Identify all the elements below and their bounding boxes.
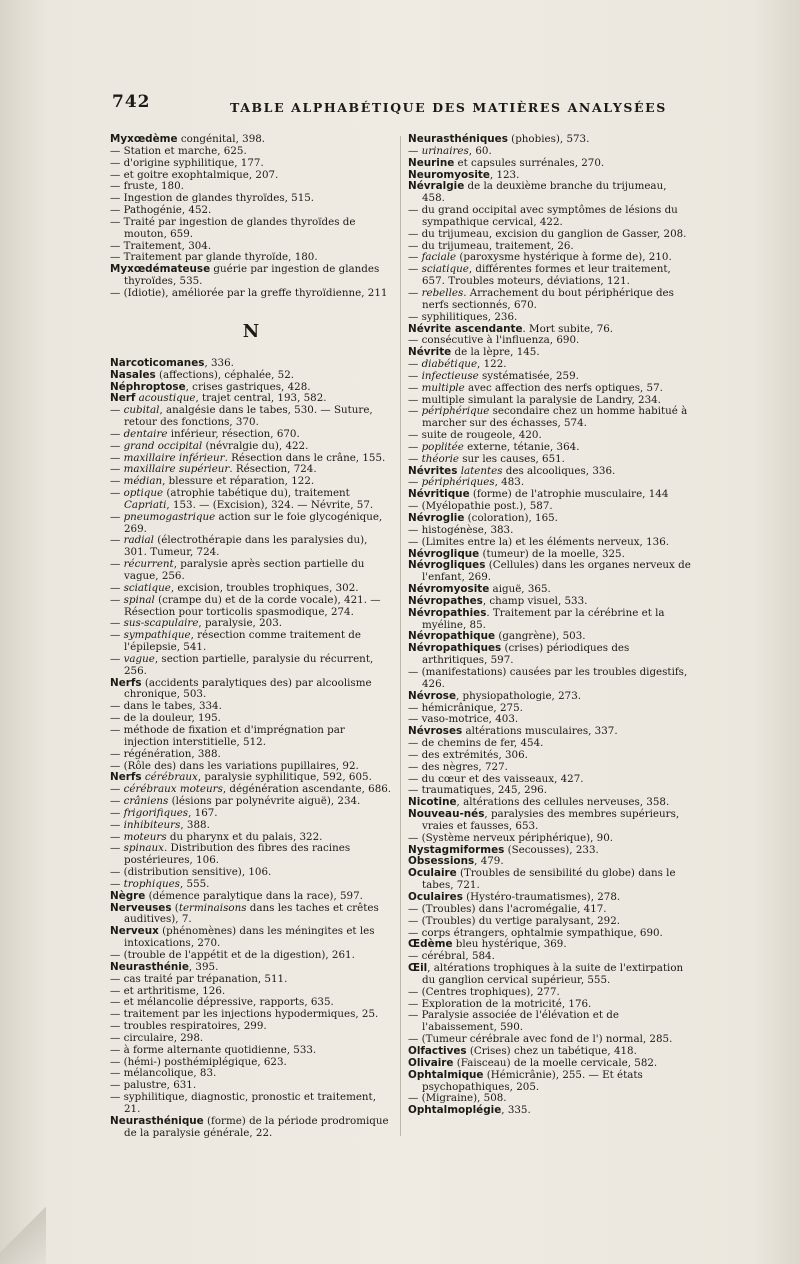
entry-text: — [110, 439, 124, 452]
entry-text: — [110, 581, 124, 594]
entry-text: , paralysies des membres supérieurs, vraies et fausses, 653. [422, 808, 680, 832]
entry-text: — [110, 475, 124, 488]
entry-headword: Névralgie [408, 180, 465, 193]
entry-text: — syphilitiques, 236. [408, 310, 518, 323]
entry-text: , 123. [489, 168, 520, 181]
myxoedeme-entries [110, 134, 392, 300]
index-entry [408, 264, 692, 288]
entry-text: — [110, 558, 124, 571]
entry-text: — (distribution sensitive), 106. [110, 866, 272, 879]
entry-italic-text: acoustique [138, 392, 196, 405]
entry-text: avec affection des nerfs optiques, 57. [464, 381, 663, 394]
entry-text: — [408, 286, 422, 299]
entry-italic-text: optique [123, 487, 164, 500]
entry-italic-text: cubital [123, 404, 160, 417]
entry-text: — [110, 487, 124, 500]
entry-text: — hémicrânique, 275. [408, 701, 523, 714]
entry-text: — de la douleur, 195. [110, 712, 221, 725]
page-header [112, 92, 712, 122]
entry-text: inférieur, résection, 670. [167, 427, 300, 440]
index-entry [408, 809, 692, 833]
entry-text: — [408, 476, 422, 489]
entry-headword: Nerveux [110, 925, 159, 938]
entry-text: , 555. [179, 877, 210, 890]
index-entry [110, 843, 392, 867]
entry-text: — Traitement par glande thyroïde, 180. [110, 251, 318, 264]
entry-headword: Névrites [408, 464, 458, 477]
entry-italic-text: pneumogastrique [123, 510, 216, 523]
entry-text: , 483. [494, 476, 525, 489]
entry-text: — dans le tabes, 334. [110, 700, 222, 713]
entry-text: — [110, 404, 124, 417]
entry-text: , 395. [188, 960, 219, 973]
entry-italic-text: infectieuse [421, 369, 479, 382]
entry-text: — suite de rougeole, 420. [408, 429, 542, 442]
entry-text: bleu hystérique, 369. [452, 938, 567, 951]
entry-italic-text: multiple [421, 381, 465, 394]
entry-text: — et mélancolie dépressive, rapports, 635. [110, 996, 334, 1009]
entry-text: de la deuxième branche du trijumeau, 458. [422, 180, 667, 205]
index-entry [110, 678, 392, 702]
index-entry [408, 963, 692, 987]
entry-italic-text: moteurs [123, 830, 167, 843]
entry-text: (gangrène), 503. [495, 630, 586, 643]
entry-italic-text: maxillaire inférieur [123, 451, 225, 464]
entry-text: — Paralysie associée de l'élévation et de l'abaissement, 590. [408, 1009, 619, 1034]
entry-text: — cas traité par trépanation, 511. [110, 972, 288, 985]
entry-text: — mélancolique, 83. [110, 1067, 217, 1080]
entry-text: — consécutive à l'influenza, 690. [408, 334, 580, 347]
entry-text: des alcooliques, 336. [502, 464, 616, 477]
n-entries [110, 358, 392, 1140]
entry-text: (Secousses), 233. [504, 843, 599, 856]
entry-italic-text: maxillaire supérieur [123, 463, 230, 476]
index-entry [110, 595, 392, 619]
entry-text: — Pathogénie, 452. [110, 204, 212, 217]
entry-text: — [110, 806, 124, 819]
entry-text: , 335. [501, 1104, 531, 1117]
entry-text: — [110, 617, 124, 630]
entry-text: — [110, 877, 124, 890]
entry-text: — (Système nerveux périphérique), 90. [408, 831, 614, 844]
entry-text: secondaire chez un homme habitué à marcher sur des échasses, 574. [422, 405, 688, 430]
entry-text: (lésions par polynévrite aiguë), 234. [168, 795, 361, 808]
entry-italic-text: sus-scapulaire [123, 617, 199, 630]
entry-text: (atrophie tabétique du), traitement [163, 487, 350, 500]
entry-text: (Crises) chez un tabétique, 418. [466, 1044, 637, 1057]
section-letter: N [242, 320, 260, 342]
entry-italic-text: Capriati [124, 498, 167, 511]
right-column [408, 134, 692, 1117]
entry-text: (forme) de l'atrophie musculaire, 144 [469, 488, 669, 501]
index-entry [110, 1116, 392, 1140]
entry-headword: Olfactives [408, 1044, 467, 1057]
entry-text: — [110, 510, 124, 523]
entry-text: (Hémicrânie), 255. — Et états psychopathiques, 205. [422, 1068, 643, 1093]
entry-italic-text: latentes [460, 464, 503, 477]
entry-text: — traitement par les injections hypodermiques, 25. [110, 1008, 379, 1021]
entry-italic-text: récurrent [123, 558, 174, 571]
entry-text: , paralysie après section partielle du vague, 256. [124, 558, 365, 582]
entry-text: — [110, 783, 124, 796]
entry-headword: Nerveuses [110, 901, 172, 914]
entry-text: — (manifestations) causées par les troubles digestifs, 426. [408, 665, 688, 690]
index-entry [408, 1070, 692, 1094]
entry-text: — des nègres, 727. [408, 760, 508, 773]
entry-text: (Hystéro-traumatismes), 278. [462, 891, 621, 903]
entry-text: — [408, 263, 422, 276]
entry-italic-text: faciale [421, 251, 457, 264]
entry-italic-text: radial [123, 534, 154, 547]
entry-italic-text: cérébraux moteurs [123, 783, 223, 796]
entry-headword: Myxœdémateuse [110, 263, 211, 276]
entry-headword: Névroglie [408, 512, 465, 524]
entry-headword: Névrite [408, 346, 452, 359]
entry-italic-text: rebelles [421, 286, 464, 299]
entry-italic-text: cérébraux [144, 771, 198, 784]
entry-text: — histogénèse, 383. [408, 523, 514, 536]
entry-text: . Traitement par la cérébrine et la myéline, 85. [422, 606, 665, 631]
entry-text: . Arrachement du bout périphérique des nerfs sectionnés, 670. [422, 286, 674, 311]
entry-italic-text: poplitée [421, 440, 464, 453]
entry-italic-text: urinaires [421, 144, 469, 157]
entry-text: externe, tétanie, 364. [463, 440, 580, 453]
index-entry [408, 288, 692, 312]
entry-text: (Faisceau) de la moelle cervicale, 582. [453, 1056, 658, 1069]
entry-text: (affections), céphalée, 52. [155, 368, 295, 381]
index-entry [110, 535, 392, 559]
index-entry [110, 903, 392, 927]
entry-text: du pharynx et du palais, 322. [166, 830, 323, 843]
entry-text: (démence paralytique dans la race), 597. [145, 889, 363, 902]
entry-headword: Névropathes [408, 594, 483, 607]
entry-text: — cérébral, 584. [408, 950, 495, 963]
entry-text: guérie par ingestion de glandes thyroïdes, 535. [124, 263, 380, 288]
index-entry [110, 630, 392, 654]
entry-headword: Ophtalmoplégie [408, 1104, 502, 1117]
entry-headword: Nerf [110, 392, 136, 405]
entry-text: — [408, 440, 422, 453]
entry-italic-text: théorie [421, 452, 459, 465]
entry-text: (Cellules) dans les organes nerveux de l'enfant, 269. [422, 559, 691, 584]
index-entry [408, 205, 692, 229]
entry-text: (électrothérapie dans les paralysies du), 301. Tumeur, 724. [124, 534, 368, 559]
entry-text: , 167. [188, 806, 218, 819]
entry-text: (crampe du) et de la corde vocale), 421. — Résection pour torticolis spasmodique, 274. [124, 593, 381, 618]
entry-text: — (Centres trophiques), 277. [408, 985, 560, 998]
entry-text: , dégénération ascendante, 686. [222, 783, 392, 796]
entry-text: — [408, 381, 422, 394]
entry-text: — régénération, 388. [110, 747, 221, 760]
entry-text: — (Tumeur cérébrale avec fond de l') normal, 285. [408, 1033, 673, 1046]
entry-italic-text: vague [123, 652, 155, 665]
entry-text: et capsules surrénales, 270. [454, 156, 605, 169]
entry-italic-text: périphérique [421, 405, 490, 418]
entry-text: , champ visuel, 533. [482, 594, 588, 607]
entry-text: — [110, 842, 124, 855]
entry-headword: Nicotine [408, 796, 457, 809]
entry-text: — corps étrangers, ophtalmie sympathique, 690. [408, 926, 663, 939]
index-entry [408, 608, 692, 632]
entry-headword: Névromyosite [408, 583, 490, 596]
entry-text: (phobies), 573. [507, 133, 590, 145]
entry-text: — (Troubles) du vertige paralysant, 292. [408, 914, 621, 927]
entry-text: — (Troubles) dans l'acromégalie, 417. [408, 902, 607, 915]
entry-headword: Œdème [408, 938, 453, 951]
entry-text: (névralgie du), 422. [202, 439, 309, 452]
entry-text: , blessure et réparation, 122. [162, 475, 315, 488]
entry-headword: Ophtalmique [408, 1068, 484, 1081]
entry-headword: Névropathique [408, 630, 496, 643]
index-entry [408, 560, 692, 584]
entry-headword: Obsessions [408, 855, 475, 868]
index-entry [408, 406, 692, 430]
entry-italic-text: frigorifiques [123, 806, 189, 819]
entry-text: , 336. [204, 356, 234, 369]
entry-text: , 122. [477, 358, 507, 371]
entry-headword: Névritique [408, 488, 470, 501]
entry-italic-text: diabétique [421, 358, 478, 371]
entry-headword: Névrogliques [408, 559, 486, 572]
entry-text: — [110, 451, 124, 464]
index-entry [110, 488, 392, 512]
entry-text: , paralysie, 203. [198, 617, 283, 630]
index-entry [408, 643, 692, 667]
entry-italic-text: sympathique [123, 629, 191, 642]
entry-text: — syphilitique, diagnostic, pronostic et traitement, 21. [110, 1091, 376, 1115]
entry-text: , altérations des cellules nerveuses, 358. [456, 796, 670, 809]
entry-text: — du cœur et des vaisseaux, 427. [408, 772, 584, 785]
entry-headword: Œil [408, 962, 428, 975]
entry-text: — (Myélopathie post.), 587. [408, 500, 553, 513]
entry-headword: Neurasthéniques [408, 133, 508, 145]
entry-headword: Olivaire [408, 1056, 454, 1069]
entry-text: , crises gastriques, 428. [185, 380, 311, 393]
entry-text: — [408, 144, 422, 157]
index-entry [110, 654, 392, 678]
entry-text: — Ingestion de glandes thyroïdes, 515. [110, 192, 315, 205]
entry-text: — fruste, 180. [110, 180, 184, 193]
index-entry [408, 667, 692, 691]
entry-italic-text: périphériques [421, 476, 495, 489]
entry-text: , trajet central, 193, 582. [195, 392, 327, 405]
entry-text: — [408, 369, 422, 382]
entry-text: (crises) périodiques des arthritiques, 597. [422, 642, 630, 667]
entry-text: , 479. [474, 855, 504, 868]
entry-text: (paroxysme hystérique à forme de), 210. [456, 251, 672, 264]
entry-text: (Troubles de sensibilité du globe) dans le tabes, 721. [422, 867, 676, 892]
left-column [110, 134, 392, 1140]
entry-text: — vaso-motrice, 403. [408, 713, 519, 726]
entry-text: — [408, 405, 422, 418]
entry-text: — [110, 629, 124, 642]
entry-italic-text: médian [123, 475, 163, 488]
entry-text: , physiopathologie, 273. [456, 689, 582, 702]
entry-text: aiguë, 365. [489, 583, 551, 596]
entry-headword: Nerfs [110, 676, 142, 689]
column-divider [400, 136, 401, 1136]
index-entry [110, 264, 392, 288]
entry-text: , altérations trophiques à la suite de l'extirpation du ganglion cervical supérieur, 555. [422, 962, 684, 986]
entry-text: — du trijumeau, excision du ganglion de Gasser, 208. [408, 227, 687, 240]
entry-text: — [110, 534, 124, 547]
page-curl [0, 1194, 46, 1264]
entry-text: . Résection, 724. [229, 463, 317, 476]
entry-text: congénital, 398. [177, 133, 266, 145]
entry-text: , 60. [468, 144, 492, 157]
index-entry [110, 288, 392, 300]
index-entry [110, 1092, 392, 1116]
entry-headword: Neurasthénique [110, 1114, 204, 1127]
entry-text: — (Migraine), 508. [408, 1092, 507, 1105]
entry-italic-text: grand occipital [123, 439, 203, 452]
entry-text: — circulaire, 298. [110, 1031, 204, 1044]
entry-text: , section partielle, paralysie du récurrent, 256. [124, 652, 374, 677]
entry-italic-text: terminaisons [178, 901, 247, 914]
entry-text: — [110, 593, 124, 606]
entry-text: — (Rôle des) dans les variations pupillaires, 92. [110, 759, 359, 772]
index-entry [110, 926, 392, 950]
entry-text: — à forme alternante quotidienne, 533. [110, 1043, 317, 1056]
entry-text: — du grand occipital avec symptômes de lésions du sympathique cervical, 422. [408, 204, 678, 228]
entry-text: — [408, 358, 422, 371]
entry-headword: Néphroptose [110, 380, 186, 393]
entry-headword: Nystagmiformes [408, 843, 505, 856]
entry-text: — [408, 251, 422, 264]
entry-text: — des extrémités, 306. [408, 748, 528, 761]
index-entry [110, 512, 392, 536]
entry-headword: Nerfs [110, 771, 142, 784]
entry-text: — (trouble de l'appétit et de la digestion), 261. [110, 949, 355, 961]
entry-headword: Narcoticomanes [110, 356, 205, 369]
entry-headword: Névroses [408, 725, 463, 738]
entry-headword: Myxœdème [110, 133, 178, 145]
entry-text: — Traité par ingestion de glandes thyroïdes de mouton, 659. [110, 215, 356, 240]
entry-headword: Nouveau-nés [408, 808, 485, 821]
entry-text: (coloration), 165. [464, 512, 558, 524]
entry-text: dans les taches et crêtes auditives), 7. [124, 901, 379, 926]
entry-text: — Exploration de la motricité, 176. [408, 997, 592, 1010]
entry-headword: Neurine [408, 156, 455, 169]
entry-text: — troubles respiratoires, 299. [110, 1020, 267, 1033]
entry-italic-text: dentaire [123, 427, 168, 440]
entry-headword: Nasales [110, 368, 156, 381]
entry-headword: Névrose [408, 689, 457, 702]
entry-text: — du trijumeau, traitement, 26. [408, 239, 574, 252]
entry-text: , analgésie dans le tabes, 530. — Suture, retour des fonctions, 370. [124, 404, 373, 429]
entry-text: — de chemins de fer, 454. [408, 737, 544, 750]
entry-italic-text: spinaux [123, 842, 164, 855]
entry-text: — [110, 830, 124, 843]
entry-text: — Station et marche, 625. [110, 144, 247, 157]
entry-text: — méthode de fixation et d'imprégnation par injection interstitielle, 512. [110, 723, 345, 748]
index-entry [408, 181, 692, 205]
entry-text: (tumeur) de la moelle, 325. [479, 547, 625, 560]
entry-text: — [110, 795, 124, 808]
index-entry [110, 217, 392, 241]
index-entry [110, 725, 392, 749]
entry-text: — [110, 427, 124, 440]
entry-text: , résection comme traitement de l'épilepsie, 541. [124, 629, 361, 654]
entry-headword: Névropathies [408, 606, 487, 619]
index-entry [408, 868, 692, 892]
entry-italic-text: inhibiteurs [123, 818, 181, 831]
entry-text: , excision, troubles trophiques, 302. [170, 581, 359, 594]
right-entries [408, 134, 692, 1117]
entry-text: — traumatiques, 245, 296. [408, 784, 548, 797]
entry-text: — d'origine syphilitique, 177. [110, 156, 264, 169]
entry-text: — [110, 463, 124, 476]
index-entry [408, 1010, 692, 1034]
entry-text: sur les causes, 651. [458, 452, 565, 465]
entry-text: . Résection dans le crâne, 155. [224, 451, 386, 464]
entry-headword: Névroglique [408, 547, 480, 560]
entry-italic-text: sciatique [123, 581, 171, 594]
entry-text: de la lèpre, 145. [451, 346, 540, 359]
entry-text: systématisée, 259. [478, 369, 579, 382]
entry-text: — (Idiotie), améliorée par la greffe thyroïdienne, 211 [110, 286, 388, 299]
entry-text: (forme) de la période prodromique de la paralysie générale, 22. [124, 1114, 389, 1139]
entry-text: ( [171, 901, 179, 914]
index-entry [408, 1105, 692, 1117]
entry-text: — [110, 818, 124, 831]
entry-text: . Mort subite, 76. [522, 322, 614, 335]
entry-headword: Oculaires [408, 891, 463, 903]
entry-text: , 153. — (Excision), 324. — Névrite, 57. [166, 498, 374, 511]
entry-italic-text: sciatique [421, 263, 469, 276]
entry-text: . Distribution des fibres des racines postérieures, 106. [124, 842, 351, 867]
entry-headword: Oculaire [408, 867, 457, 880]
entry-text: — (Limites entre la) et les éléments nerveux, 136. [408, 535, 670, 548]
entry-text: — [110, 652, 124, 665]
entry-italic-text: spinal [123, 593, 155, 606]
entry-headword: Névrite ascendante [408, 322, 523, 335]
index-entry [110, 405, 392, 429]
entry-text: — et goitre exophtalmique, 207. [110, 168, 279, 181]
page-title: TABLE ALPHABÉTIQUE DES MATIÈRES ANALYSÉES [230, 100, 667, 115]
entry-italic-text: trophiques [123, 877, 180, 890]
entry-headword: Neuromyosite [408, 168, 490, 181]
entry-headword: Névropathiques [408, 642, 502, 655]
index-entry [110, 559, 392, 583]
entry-text: — palustre, 631. [110, 1079, 197, 1092]
entry-text: — et arthritisme, 126. [110, 984, 226, 997]
entry-text: action sur le foie glycogénique, 269. [124, 510, 383, 535]
entry-text: — Traitement, 304. [110, 239, 212, 252]
entry-text: , 388. [180, 818, 210, 831]
entry-text: , différentes formes et leur traitement, 657. Troubles moteurs, déviations, 121. [422, 263, 671, 288]
entry-text: (accidents paralytiques des) par alcoolisme chronique, 503. [124, 676, 372, 701]
entry-headword: Neurasthénie [110, 960, 189, 973]
entry-italic-text: crâniens [123, 795, 169, 808]
entry-text: — multiple simulant la paralysie de Landry, 234. [408, 393, 661, 406]
entry-text: altérations musculaires, 337. [462, 725, 618, 738]
entry-text: (phénomènes) dans les méningites et les intoxications, 270. [124, 925, 375, 950]
entry-headword: Nègre [110, 889, 146, 902]
entry-text: — (hémi-) posthémiplégique, 623. [110, 1055, 287, 1068]
entry-text: — [408, 452, 422, 465]
page-number: 742 [112, 92, 151, 112]
entry-text: , paralysie syphilitique, 592, 605. [197, 771, 372, 784]
